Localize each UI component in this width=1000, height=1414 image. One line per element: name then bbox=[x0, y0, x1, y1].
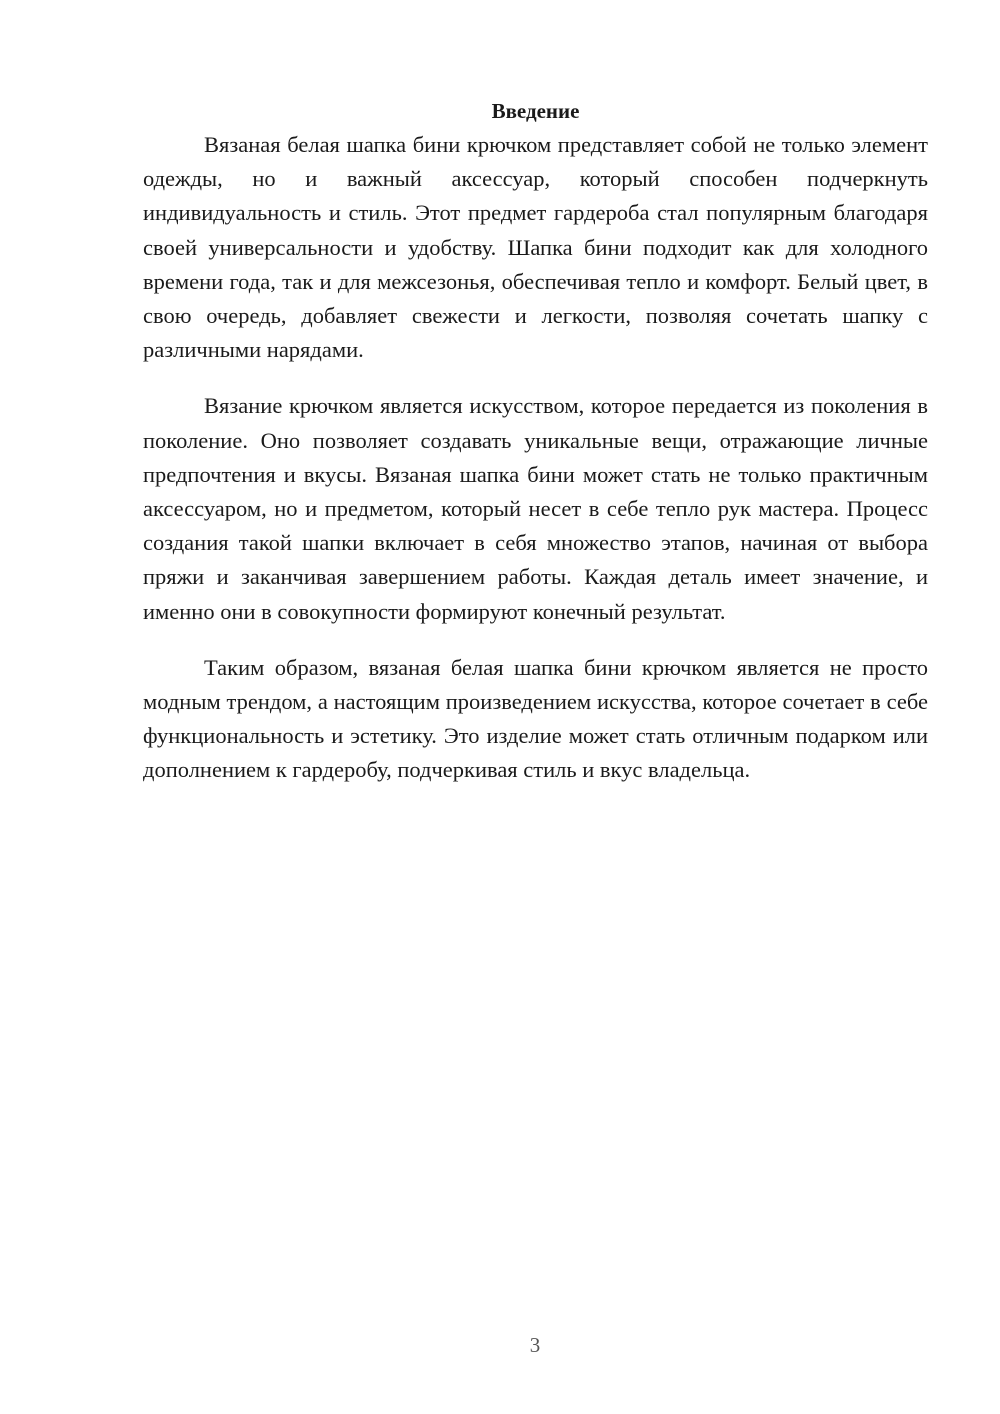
paragraph-1: Вязаная белая шапка бини крючком представляет собой не только элемент одежды, но и важный аксессуар, который способен подчеркнуть индивидуальность и стиль. Этот предмет гардероба стал популярным благодаря своей универсальности и удобству. Шапка бини подходит как для холодного времени года, так и для межсезонья, обеспечивая тепло и комфорт. Белый цвет, в свою очередь, добавляет свежести и легкости, позволяя сочетать шапку с различными нарядами. bbox=[143, 132, 928, 363]
page-number: 3 bbox=[529, 1333, 541, 1357]
paragraph-3: Таким образом, вязаная белая шапка бини крючком является не просто модным трендом, а настоящим произведением искусства, которое сочетает в себе функциональность и эстетику. Это изделие может стать отличным подарком или дополнением к гардеробу, подчеркивая стиль и вкус владельца. bbox=[143, 654, 928, 783]
page-body bbox=[143, 96, 928, 810]
section-heading: Введение bbox=[491, 99, 580, 123]
paragraph-2: Вязание крючком является искусством, которое передается из поколения в поколение. Оно позволяет создавать уникальные вещи, отражающие личные предпочтения и вкусы. Вязаная шапка бини может стать не только практичным аксессуаром, но и предметом, который несет в себе тепло рук мастера. Процесс создания такой шапки включает в себя множество этапов, начиная от выбора пряжи и заканчивая завершением работы. Каждая деталь имеет значение, и именно они в совокупности формируют конечный результат. bbox=[143, 393, 928, 624]
